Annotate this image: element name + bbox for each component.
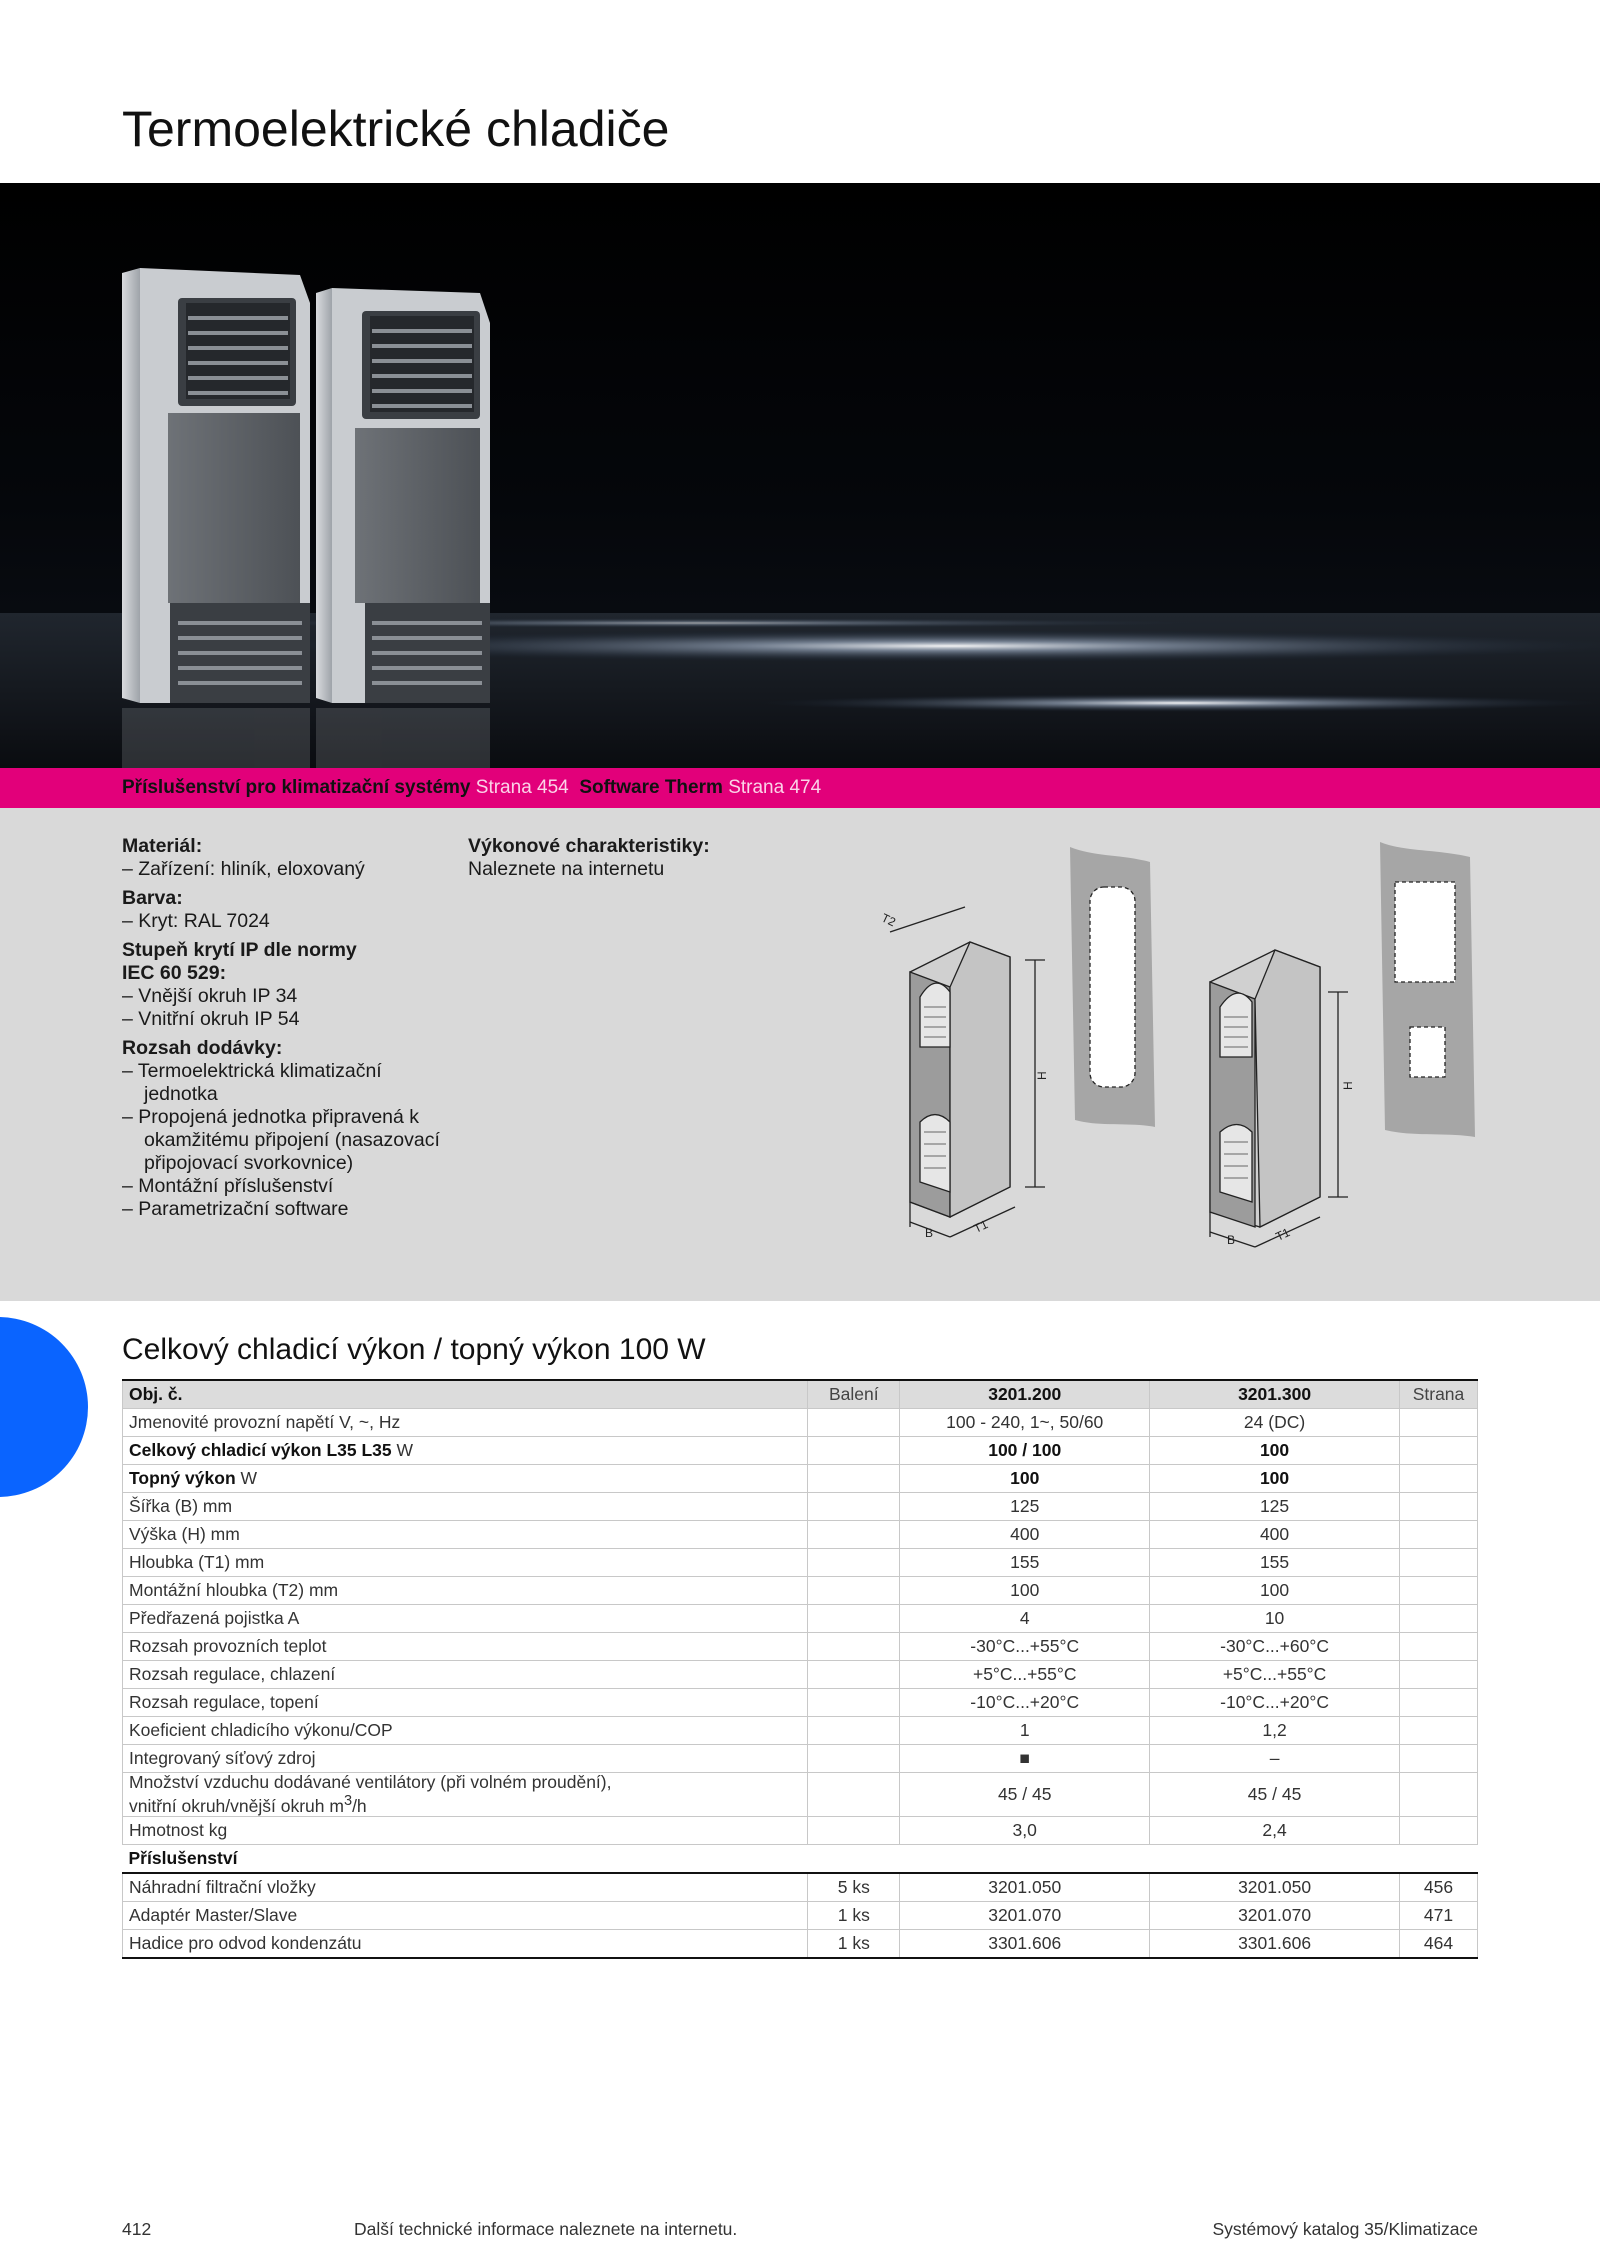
row-label: Množství vzduchu dodávané ventilátory (při volném proudění), vnitřní okruh/vnější okruh $m^3/h$ — [123, 1773, 808, 1817]
dim-label-t1: T1 — [971, 1217, 991, 1236]
row-value: 100 — [1150, 1577, 1400, 1605]
row-value: 1 — [900, 1717, 1150, 1745]
cooler-unit-right — [316, 288, 490, 703]
table-row — [123, 1717, 1478, 1745]
row-value: ■ — [900, 1745, 1150, 1773]
row-label: Rozsah provozních teplot — [123, 1633, 808, 1661]
row-label: Koeficient chladicího výkonu/COP — [123, 1717, 808, 1745]
accessory-row — [123, 1929, 1478, 1958]
table-row — [123, 1493, 1478, 1521]
ip-heading-norm: IEC 60 529: — [122, 962, 227, 984]
row-label: Integrovaný síťový zdroj — [123, 1745, 808, 1773]
table-row — [123, 1689, 1478, 1717]
ip-heading: Stupeň krytí IP dle normy — [122, 939, 357, 961]
header-model-2: 3201.300 — [1150, 1380, 1400, 1409]
table-row — [123, 1816, 1478, 1844]
table-row — [123, 1661, 1478, 1689]
accessory-page: Strana 454 — [475, 777, 569, 798]
row-value: 400 — [900, 1521, 1150, 1549]
color-heading: Barva: — [122, 887, 183, 909]
table-row — [123, 1521, 1478, 1549]
software-page: Strana 474 — [728, 777, 822, 798]
row-label: Rozsah regulace, topení — [123, 1689, 808, 1717]
page-number: 412 — [122, 2219, 152, 2239]
accessory-order-no: 3201.070 — [1150, 1901, 1400, 1929]
row-value: 155 — [1150, 1549, 1400, 1577]
accessory-order-no: 3201.050 — [1150, 1873, 1400, 1902]
row-value: – — [1150, 1745, 1400, 1773]
table-row — [123, 1465, 1478, 1493]
header-order-no: Obj. č. — [123, 1380, 808, 1409]
scope-item: – Parametrizační software — [122, 1198, 349, 1220]
row-value: 125 — [900, 1493, 1150, 1521]
product-photo — [0, 183, 1600, 768]
table-header — [123, 1380, 1478, 1409]
scope-heading: Rozsah dodávky: — [122, 1037, 283, 1059]
color-item: – Kryt: RAL 7024 — [122, 910, 270, 932]
dimension-drawing — [880, 832, 1500, 1252]
row-value: 45 / 45 — [1150, 1773, 1400, 1817]
row-value: -10°C...+20°C — [900, 1689, 1150, 1717]
accessory-pack: 1 ks — [808, 1929, 900, 1958]
drawing-unit-b — [1210, 950, 1348, 1247]
footer-note: Další technické informace naleznete na internetu. — [354, 2219, 738, 2239]
dim-label-h: H — [1035, 1071, 1049, 1080]
row-label: Šířka (B) mm — [123, 1493, 808, 1521]
accessory-pack: 5 ks — [808, 1873, 900, 1902]
row-value: 125 — [1150, 1493, 1400, 1521]
row-value: -30°C...+55°C — [900, 1633, 1150, 1661]
table-row — [123, 1437, 1478, 1465]
accessory-label: Příslušenství pro klimatizační systémy — [122, 777, 471, 798]
software-label: Software Therm — [579, 777, 723, 798]
technical-data-table — [122, 1379, 1478, 1959]
row-value: +5°C...+55°C — [1150, 1661, 1400, 1689]
row-value: 1,2 — [1150, 1717, 1400, 1745]
row-value: -30°C...+60°C — [1150, 1633, 1400, 1661]
accessory-order-no: 3301.606 — [1150, 1929, 1400, 1958]
table-row — [123, 1549, 1478, 1577]
row-value: 100 — [1259, 1468, 1290, 1488]
accessory-row — [123, 1873, 1478, 1902]
table-row — [123, 1409, 1478, 1437]
dim-label-b: B — [925, 1226, 934, 1240]
row-label: Montážní hloubka (T2) mm — [123, 1577, 808, 1605]
row-value: 4 — [900, 1605, 1150, 1633]
accessory-order-no: 3301.606 — [900, 1929, 1150, 1958]
accessories-heading: Příslušenství — [123, 1844, 1478, 1873]
section-title: Celkový chladicí výkon / topný výkon 100 W — [122, 1333, 706, 1366]
table-row — [123, 1745, 1478, 1773]
row-value: 3,0 — [900, 1816, 1150, 1844]
row-value: +5°C...+55°C — [900, 1661, 1150, 1689]
row-label: Předřazená pojistka A — [123, 1605, 808, 1633]
row-label: Celkový chladicí výkon L35 L35 W — [123, 1437, 808, 1465]
header-model-1: 3201.200 — [900, 1380, 1150, 1409]
row-value: 400 — [1150, 1521, 1400, 1549]
header-packaging: Balení — [808, 1380, 900, 1409]
row-value: 10 — [1150, 1605, 1400, 1633]
table-row — [123, 1633, 1478, 1661]
ip-item: – Vnější okruh IP 34 — [122, 985, 298, 1007]
accessory-pack: 1 ks — [808, 1901, 900, 1929]
table-row — [123, 1577, 1478, 1605]
dim-label-t2: T2 — [880, 910, 898, 930]
row-label: Rozsah regulace, chlazení — [123, 1661, 808, 1689]
row-label: Topný výkon W — [123, 1465, 808, 1493]
performance-text: Naleznete na internetu — [468, 858, 665, 880]
row-value: 24 (DC) — [1150, 1409, 1400, 1437]
cooler-unit-left — [122, 268, 310, 703]
accessory-order-no: 3201.050 — [900, 1873, 1150, 1902]
row-label: Jmenovité provozní napětí V, ~, Hz — [123, 1409, 808, 1437]
row-value: 155 — [900, 1549, 1150, 1577]
performance-block — [468, 835, 710, 881]
performance-heading: Výkonové charakteristiky: — [468, 835, 710, 857]
accessory-page: 464 — [1399, 1929, 1477, 1958]
accessory-reference-bar — [0, 768, 1600, 808]
catalog-reference: Systémový katalog 35/Klimatizace — [1212, 2219, 1478, 2239]
row-value: 45 / 45 — [900, 1773, 1150, 1817]
section-marker — [0, 1317, 88, 1497]
scope-item: – Termoelektrická klimatizační jednotka — [122, 1060, 382, 1105]
row-value: 100 — [1259, 1440, 1290, 1460]
ip-item: – Vnitřní okruh IP 54 — [122, 1008, 300, 1030]
page-title: Termoelektrické chladiče — [122, 101, 670, 157]
accessory-page: 471 — [1399, 1901, 1477, 1929]
specification-list — [122, 835, 452, 1227]
accessory-page: 456 — [1399, 1873, 1477, 1902]
row-value: 100 — [900, 1577, 1150, 1605]
row-value: 100 — [1010, 1468, 1040, 1488]
row-value: 100 - 240, 1~, 50/60 — [900, 1409, 1150, 1437]
table-row — [123, 1605, 1478, 1633]
row-label: Hmotnost kg — [123, 1816, 808, 1844]
table-row — [123, 1773, 1478, 1817]
row-label: Výška (H) mm — [123, 1521, 808, 1549]
accessory-label: Hadice pro odvod kondenzátu — [123, 1929, 808, 1958]
dim-label-b: B — [1227, 1233, 1236, 1247]
dim-label-h: H — [1341, 1081, 1355, 1090]
dim-label-t1: T1 — [1273, 1225, 1293, 1244]
row-value: 100 / 100 — [988, 1440, 1062, 1460]
accessory-label: Náhradní filtrační vložky — [123, 1873, 808, 1902]
row-value: 2,4 — [1150, 1816, 1400, 1844]
material-item: – Zařízení: hliník, eloxovaný — [122, 858, 365, 880]
scope-item: – Montážní příslušenství — [122, 1175, 334, 1197]
scope-item: – Propojená jednotka připravená k okamžitému připojení (nasazovací připojovací svorkovnice) — [122, 1106, 440, 1174]
row-label: Hloubka (T1) mm — [123, 1549, 808, 1577]
drawing-unit-a — [890, 907, 1045, 1237]
accessory-row — [123, 1901, 1478, 1929]
accessories-heading-row — [123, 1844, 1478, 1873]
accessory-order-no: 3201.070 — [900, 1901, 1150, 1929]
accessory-label: Adaptér Master/Slave — [123, 1901, 808, 1929]
header-page: Strana — [1399, 1380, 1477, 1409]
row-value: -10°C...+20°C — [1150, 1689, 1400, 1717]
material-heading: Materiál: — [122, 835, 203, 857]
